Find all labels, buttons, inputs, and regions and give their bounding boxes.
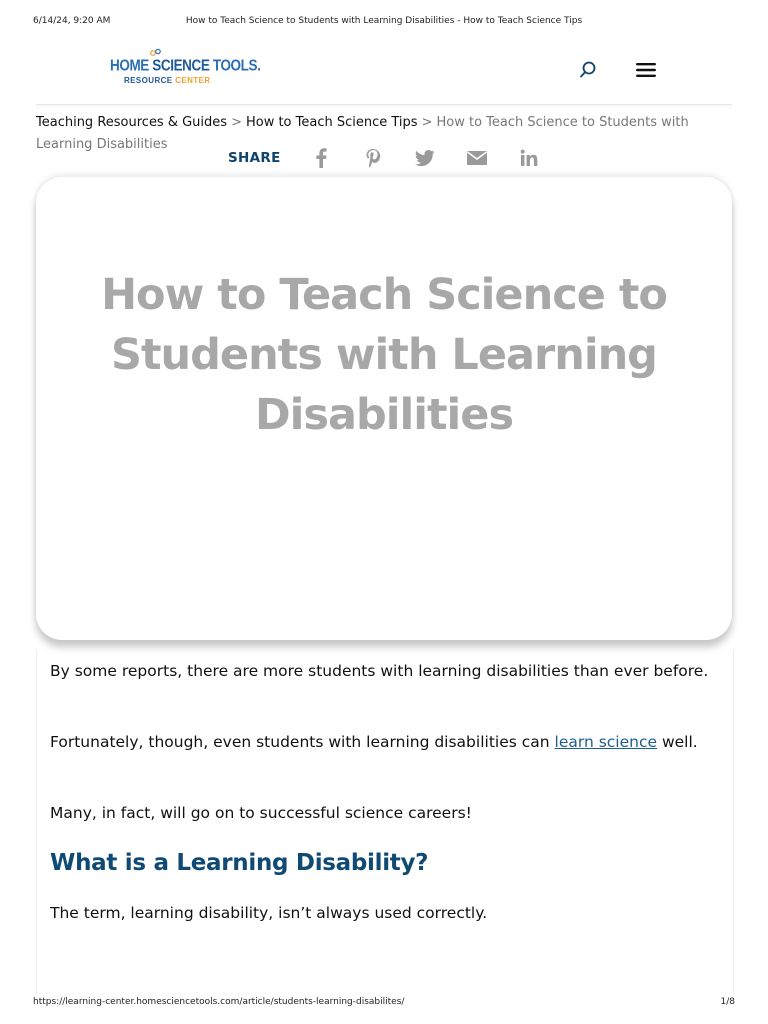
flask-icon — [150, 48, 162, 57]
logo-subtitle — [124, 76, 210, 85]
logo-science: SCIENCE — [152, 56, 210, 75]
article-paragraph-3: Many, in fact, will go on to successful science careers! — [50, 804, 472, 822]
breadcrumb-current: How to Teach Science to Students with Learning Disabilities — [36, 115, 689, 152]
article-paragraph-4: The term, learning disability, isn’t always used correctly. — [50, 904, 488, 922]
print-datetime: 6/14/24, 9:20 AM — [33, 16, 111, 26]
facebook-icon — [315, 148, 327, 168]
share-bar — [228, 146, 569, 170]
section-heading: What is a Learning Disability? — [50, 850, 429, 876]
email-icon — [466, 150, 488, 166]
share-facebook-button[interactable] — [309, 146, 333, 170]
pinterest-icon — [365, 148, 381, 168]
breadcrumb-separator: > — [421, 115, 433, 130]
breadcrumb-teaching-resources[interactable]: Teaching Resources & Guides — [36, 115, 228, 130]
share-twitter-button[interactable] — [413, 146, 437, 170]
paragraph-text: well. — [657, 733, 698, 751]
article-paragraph-2 — [50, 729, 710, 756]
print-header — [0, 14, 768, 30]
paragraph-text: Fortunately, though, even students with learning disabilities can — [50, 733, 555, 751]
site-header — [36, 36, 732, 105]
linkedin-icon — [520, 149, 538, 167]
hamburger-menu-icon — [635, 61, 657, 79]
print-page-number: 1/8 — [720, 997, 735, 1007]
search-icon — [578, 60, 598, 80]
share-pinterest-button[interactable] — [361, 146, 385, 170]
breadcrumb-teaching-tips[interactable]: How to Teach Science Tips — [245, 115, 418, 130]
article-title: How to Teach Science to Students with Learning Disabilities — [101, 270, 667, 440]
share-label: SHARE — [228, 150, 281, 166]
site-logo[interactable] — [110, 51, 261, 89]
share-linkedin-button[interactable] — [517, 146, 541, 170]
logo-center: CENTER — [175, 76, 211, 85]
hero-card — [36, 177, 732, 640]
learn-science-link[interactable]: learn science — [554, 733, 658, 751]
logo-wordmark — [110, 57, 260, 74]
logo-home: HOME — [110, 56, 153, 75]
article-body — [36, 650, 734, 995]
print-footer — [0, 995, 768, 1009]
menu-button[interactable] — [632, 56, 660, 84]
logo-tools: TOOLS. — [209, 56, 261, 75]
logo-resource: RESOURCE — [124, 76, 176, 85]
article-paragraph-1: By some reports, there are more students with learning disabilities than ever before. — [50, 662, 709, 680]
print-page-title: How to Teach Science to Students with Learning Disabilities - How to Teach Science Tips — [185, 16, 583, 26]
breadcrumb-separator: > — [231, 115, 242, 130]
twitter-icon — [415, 150, 435, 167]
search-button[interactable] — [574, 56, 602, 84]
share-email-button[interactable] — [465, 146, 489, 170]
print-url: https://learning-center.homesciencetools.com/article/students-learning-disabilites/ — [33, 997, 405, 1007]
